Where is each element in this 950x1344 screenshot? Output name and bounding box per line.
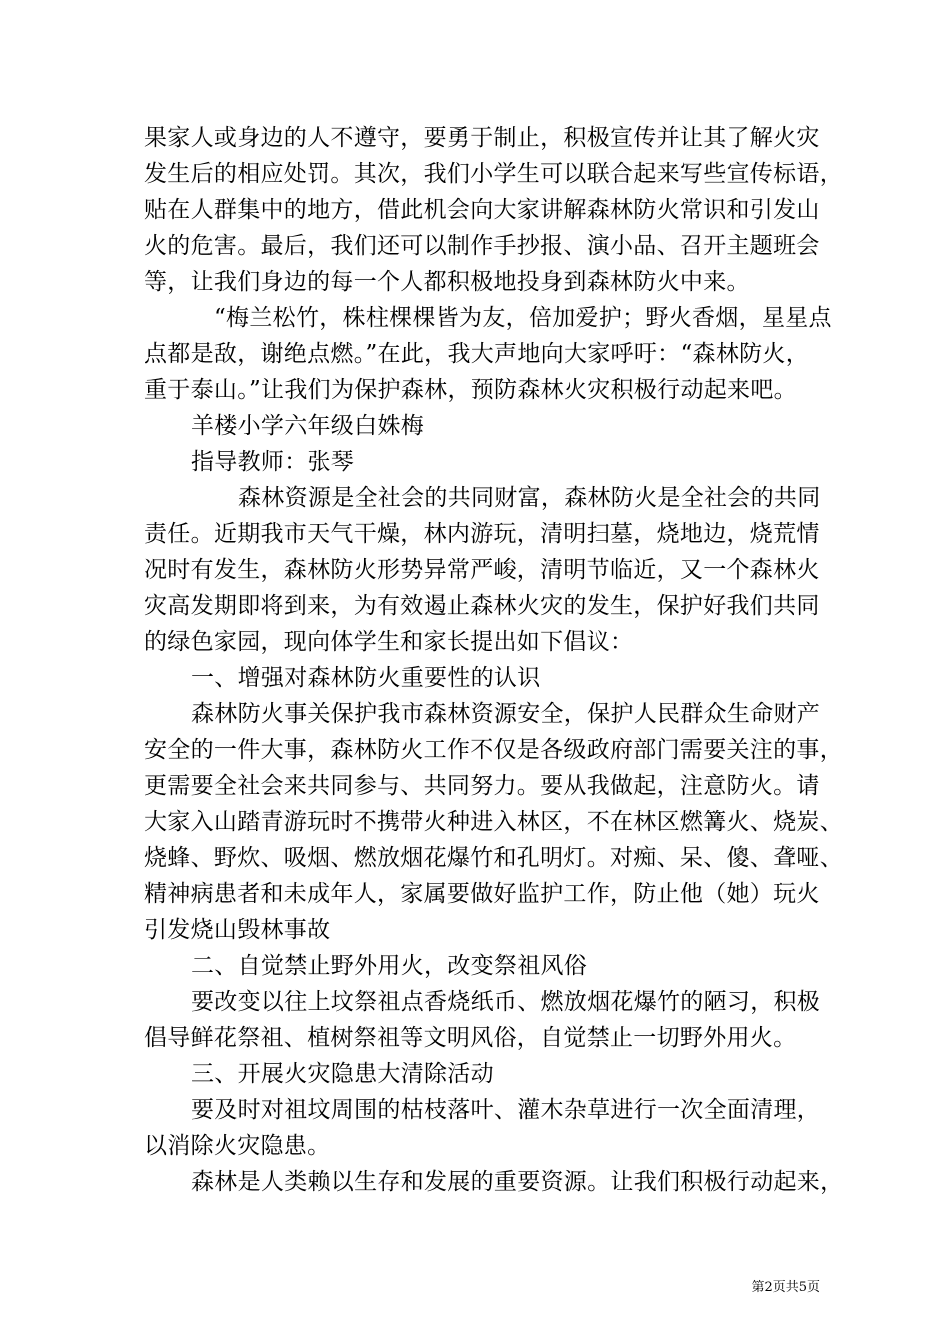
text-line: 森林防火事关保护我市森林资源安全，保护人民群众生命财产 bbox=[191, 701, 821, 727]
text-line: 大家入山踏青游玩时不携带火种进入林区，不在林区燃篝火、烧炭、 bbox=[144, 809, 843, 835]
document-body bbox=[144, 120, 844, 1200]
text-line: 森林资源是全社会的共同财富，森林防火是全社会的共同 bbox=[238, 485, 821, 511]
text-line: 发生后的相应处罚。其次，我们小学生可以联合起来写些宣传标语， bbox=[144, 161, 843, 187]
text-line: 灾高发期即将到来，为有效遏止森林火灾的发生，保护好我们共同 bbox=[144, 593, 820, 619]
text-line: 责任。近期我市天气干燥，林内游玩，清明扫墓，烧地边，烧荒情 bbox=[144, 521, 820, 547]
text-line: 引发烧山毁林事故 bbox=[144, 917, 331, 943]
text-line: 火的危害。最后，我们还可以制作手抄报、演小品、召开主题班会 bbox=[144, 233, 820, 259]
text-line: 烧蜂、野炊、吸烟、燃放烟花爆竹和孔明灯。对痴、呆、傻、聋哑、 bbox=[144, 845, 843, 871]
text-line: 精神病患者和未成年人，家属要做好监护工作，防止他（她）玩火 bbox=[144, 881, 820, 907]
text-line: 的绿色家园，现向体学生和家长提出如下倡议： bbox=[144, 629, 634, 655]
text-line: 一、增强对森林防火重要性的认识 bbox=[191, 665, 541, 691]
text-line: 况时有发生，森林防火形势异常严峻，清明节临近，又一个森林火 bbox=[144, 557, 820, 583]
page-number: 第2页共5页 bbox=[751, 1280, 820, 1295]
text-line: 要改变以往上坟祭祖点香烧纸币、燃放烟花爆竹的陋习，积极 bbox=[191, 989, 821, 1015]
text-line: 三、开展火灾隐患大清除活动 bbox=[191, 1061, 494, 1087]
text-line: 森林是人类赖以生存和发展的重要资源。让我们积极行动起来， bbox=[191, 1169, 844, 1195]
text-line: 倡导鲜花祭祖、植树祭祖等文明风俗，自觉禁止一切野外用火。 bbox=[144, 1025, 797, 1051]
text-line: 安全的一件大事，森林防火工作不仅是各级政府部门需要关注的事， bbox=[144, 737, 843, 763]
text-line: 点都是敌，谢绝点燃。”在此，我大声地向大家呼吁：“森林防火， bbox=[144, 341, 810, 367]
text-line: 二、自觉禁止野外用火，改变祭祖风俗 bbox=[191, 953, 588, 979]
text-line: 羊楼小学六年级白姝梅 bbox=[191, 413, 424, 439]
text-line: 指导教师：张琴 bbox=[191, 449, 355, 475]
text-line: 要及时对祖坟周围的枯枝落叶、灌木杂草进行一次全面清理， bbox=[191, 1097, 821, 1123]
text-line: 以消除火灾隐患。 bbox=[144, 1133, 331, 1159]
text-line: 果家人或身边的人不遵守，要勇于制止，积极宣传并让其了解火灾 bbox=[144, 125, 820, 151]
text-line: 贴在人群集中的地方，借此机会向大家讲解森林防火常识和引发山 bbox=[144, 197, 820, 223]
text-line: 重于泰山。”让我们为保护森林，预防森林火灾积极行动起来吧。 bbox=[144, 377, 797, 403]
text-line: 更需要全社会来共同参与、共同努力。要从我做起，注意防火。请 bbox=[144, 773, 820, 799]
text-line: 等，让我们身边的每一个人都积极地投身到森林防火中来。 bbox=[144, 269, 750, 295]
text-line: “梅兰松竹，株柱棵棵皆为友，倍加爱护；野火香烟，星星点 bbox=[214, 305, 832, 331]
